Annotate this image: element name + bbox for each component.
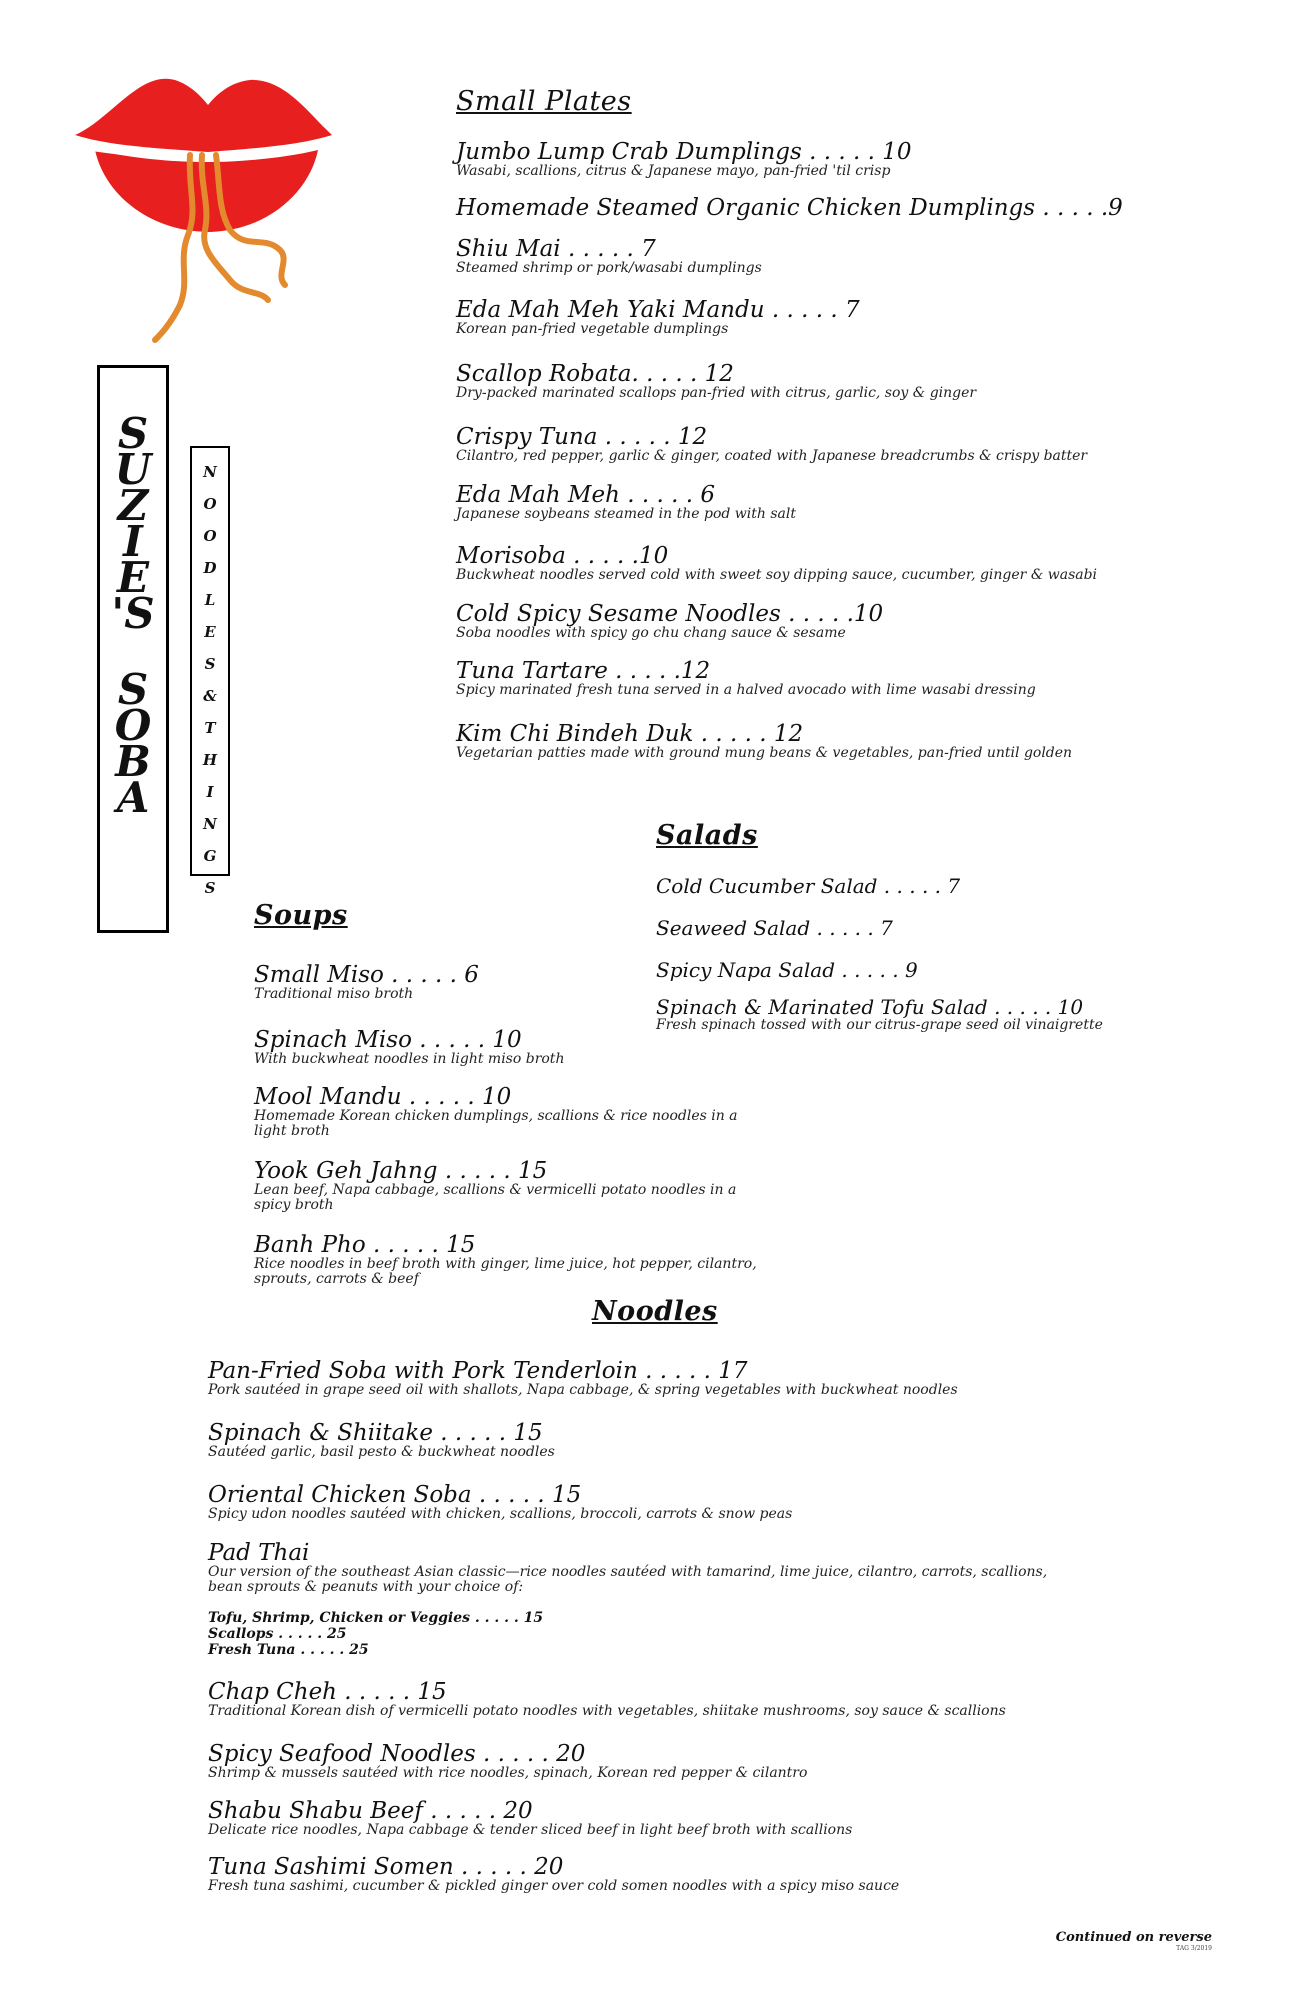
menu-item-name: Homemade Steamed Organic Chicken Dumplings . . . . .9 [456, 195, 1123, 221]
menu-item-name: Oriental Chicken Soba . . . . . 15 [208, 1482, 582, 1508]
pad-thai-options [208, 1610, 543, 1658]
brand-letter: S [204, 655, 216, 673]
brand-letter: O [114, 701, 152, 750]
menu-item-description: Cilantro, red pepper, garlic & ginger, coated with Japanese breadcrumbs & crispy batter [456, 448, 1088, 464]
brand-letter: 'S [111, 589, 155, 638]
menu-item-description: Fresh spinach tossed with our citrus-grape seed oil vinaigrette [656, 1017, 1103, 1033]
menu-item-description: Sautéed garlic, basil pesto & buckwheat noodles [208, 1444, 555, 1460]
menu-item-name: Pad Thai [208, 1540, 310, 1566]
menu-item-name: Small Miso . . . . . 6 [254, 962, 479, 988]
menu-item-name: Eda Mah Meh . . . . . 6 [456, 482, 715, 508]
brand-letter: I [206, 783, 214, 801]
menu-item-name: Jumbo Lump Crab Dumplings . . . . . 10 [456, 139, 912, 165]
brand-subtitle-box [190, 446, 230, 897]
menu-item-description: Fresh tuna sashimi, cucumber & pickled ginger over cold somen noodles with a spicy miso sauce [208, 1878, 900, 1894]
menu-item-description: Dry-packed marinated scallops pan-fried with citrus, garlic, soy & ginger [456, 385, 977, 401]
menu-item [254, 1233, 774, 1287]
brand-letter: & [203, 687, 217, 705]
footer-code: TAG 3/2019 [1176, 1945, 1212, 1952]
menu-item-name: Spicy Napa Salad . . . . . 9 [656, 958, 918, 982]
menu-item-description: Wasabi, scallions, citrus & Japanese mayo, pan-fried 'til crisp [456, 163, 891, 179]
menu-item [456, 362, 1156, 401]
menu-item [208, 1483, 1078, 1522]
brand-letter: H [202, 751, 218, 769]
brand-letter: O [203, 527, 217, 545]
menu-item-description: Buckwheat noodles served cold with sweet soy dipping sauce, cucumber, ginger & wasabi [456, 567, 1098, 583]
noodles-heading: Noodles [592, 1296, 718, 1327]
menu-item-name: Pan-Fried Soba with Pork Tenderloin . . . . . 17 [208, 1358, 748, 1384]
menu-item-description: Traditional miso broth [254, 986, 414, 1002]
menu-item [208, 1855, 1078, 1894]
brand-letter: B [115, 737, 151, 786]
brand-letter: L [204, 591, 216, 609]
menu-item-description: Homemade Korean chicken dumplings, scallions & rice noodles in a light broth [254, 1108, 738, 1139]
menu-item-name: Spinach Miso . . . . . 10 [254, 1027, 522, 1053]
menu-item [208, 1742, 1078, 1781]
lips-logo [70, 60, 340, 350]
menu-item [456, 722, 1156, 761]
menu-item [208, 1680, 1078, 1719]
menu-item-description: Shrimp & mussels sautéed with rice noodles, spinach, Korean red pepper & cilantro [208, 1765, 808, 1781]
menu-item-name: Seaweed Salad . . . . . 7 [656, 916, 893, 940]
pad-thai-option: Tofu, Shrimp, Chicken or Veggies . . . . . 15 [208, 1610, 544, 1626]
brand-letter: O [203, 495, 217, 513]
menu-item-description: Lean beef, Napa cabbage, scallions & vermicelli potato noodles in a spicy broth [254, 1182, 737, 1213]
menu-item-name: Chap Cheh . . . . . 15 [208, 1679, 447, 1705]
menu-item-name: Cold Cucumber Salad . . . . . 7 [656, 874, 961, 898]
salads-heading: Salads [656, 820, 758, 851]
menu-item-description: Rice noodles in beef broth with ginger, lime juice, hot pepper, cilantro, sprouts, carrots & beef [254, 1256, 757, 1287]
menu-item-description: Soba noodles with spicy go chu chang sauce & sesame [456, 625, 846, 641]
brand-title-box [97, 365, 169, 933]
menu-item-name: Banh Pho . . . . . 15 [254, 1232, 476, 1258]
menu-item [656, 917, 1126, 939]
menu-item [456, 544, 1156, 583]
upper-lip [75, 79, 332, 152]
menu-item-name: Spicy Seafood Noodles . . . . . 20 [208, 1741, 586, 1767]
menu-item-description: Steamed shrimp or pork/wasabi dumplings [456, 260, 762, 276]
menu-item [456, 425, 1156, 464]
brand-letter: S [117, 665, 149, 714]
brand-letter: I [123, 517, 143, 566]
menu-item-description: Spicy marinated fresh tuna served in a halved avocado with lime wasabi dressing [456, 682, 1036, 698]
menu-item [456, 196, 1156, 220]
footer [1056, 1930, 1212, 1952]
pad-thai-option: Scallops . . . . . 25 [208, 1626, 347, 1642]
brand-letter: S [117, 409, 149, 458]
menu-item-name: Eda Mah Meh Yaki Mandu . . . . . 7 [456, 297, 860, 323]
menu-item-description: Pork sautéed in grape seed oil with shallots, Napa cabbage, & spring vegetables with buckwheat noodles [208, 1382, 958, 1398]
menu-item-description: With buckwheat noodles in light miso broth [254, 1051, 565, 1067]
menu-item-description: Vegetarian patties made with ground mung beans & vegetables, pan-fried until golden [456, 745, 1073, 761]
menu-item-name: Kim Chi Bindeh Duk . . . . . 12 [456, 721, 804, 747]
continued-note: Continued on reverse [1055, 1930, 1212, 1945]
menu-item [456, 659, 1156, 698]
menu-item [456, 237, 1156, 276]
menu-item [208, 1799, 1078, 1838]
menu-item [456, 483, 1156, 522]
menu-item-name: Mool Mandu . . . . . 10 [254, 1084, 512, 1110]
menu-item-name: Shabu Shabu Beef . . . . . 20 [208, 1798, 533, 1824]
menu-item [208, 1421, 1078, 1460]
menu-item [254, 1159, 774, 1213]
menu-item-description: Delicate rice noodles, Napa cabbage & tender sliced beef in light beef broth with scallions [208, 1822, 853, 1838]
menu-item [456, 602, 1156, 641]
menu-item-name: Spinach & Shiitake . . . . . 15 [208, 1420, 543, 1446]
brand-letter: S [204, 879, 216, 897]
menu-item [456, 140, 1156, 179]
brand-letter: T [204, 719, 216, 737]
menu-item-name: Crispy Tuna . . . . . 12 [456, 424, 708, 450]
soups-heading: Soups [254, 900, 348, 931]
menu-item [456, 298, 1156, 337]
brand-letter: N [203, 463, 217, 481]
menu-item-name: Spinach & Marinated Tofu Salad . . . . . 10 [656, 995, 1084, 1019]
brand-letter: U [114, 445, 152, 494]
menu-item [208, 1359, 1078, 1398]
menu-item-name: Cold Spicy Sesame Noodles . . . . .10 [456, 601, 884, 627]
brand-letter: E [204, 623, 216, 641]
menu-item [208, 1541, 1078, 1595]
menu-item [656, 875, 1126, 897]
menu-item [254, 1028, 774, 1067]
pad-thai-option: Fresh Tuna . . . . . 25 [208, 1642, 369, 1658]
menu-item-name: Tuna Sashimi Somen . . . . . 20 [208, 1854, 564, 1880]
brand-letter: N [203, 815, 217, 833]
brand-letter: G [203, 847, 217, 865]
menu-item-description: Spicy udon noodles sautéed with chicken, scallions, broccoli, carrots & snow peas [208, 1506, 793, 1522]
menu-item-description: Our version of the southeast Asian classic—rice noodles sautéed with tamarind, lime juice, cilantro, carrots, scallions, bean sprouts & peanuts with your choice of: [208, 1564, 1048, 1595]
menu-item-name: Morisoba . . . . .10 [456, 543, 669, 569]
brand-letter: E [116, 553, 149, 602]
brand-letter: A [116, 773, 150, 822]
small-plates-heading: Small Plates [456, 86, 632, 117]
menu-item-description: Traditional Korean dish of vermicelli potato noodles with vegetables, shiitake mushrooms, soy sauce & scallions [208, 1703, 1006, 1719]
menu-item-name: Tuna Tartare . . . . .12 [456, 658, 711, 684]
menu-item-name: Yook Geh Jahng . . . . . 15 [254, 1158, 548, 1184]
brand-letter: D [203, 559, 217, 577]
menu-item [254, 963, 774, 1002]
menu-item-description: Japanese soybeans steamed in the pod with salt [456, 506, 796, 522]
menu-item-description: Korean pan-fried vegetable dumplings [456, 321, 729, 337]
menu-item-name: Shiu Mai . . . . . 7 [456, 236, 656, 262]
menu-item [254, 1085, 774, 1139]
menu-item-name: Scallop Robata. . . . . 12 [456, 361, 734, 387]
brand-letter: Z [117, 481, 149, 530]
